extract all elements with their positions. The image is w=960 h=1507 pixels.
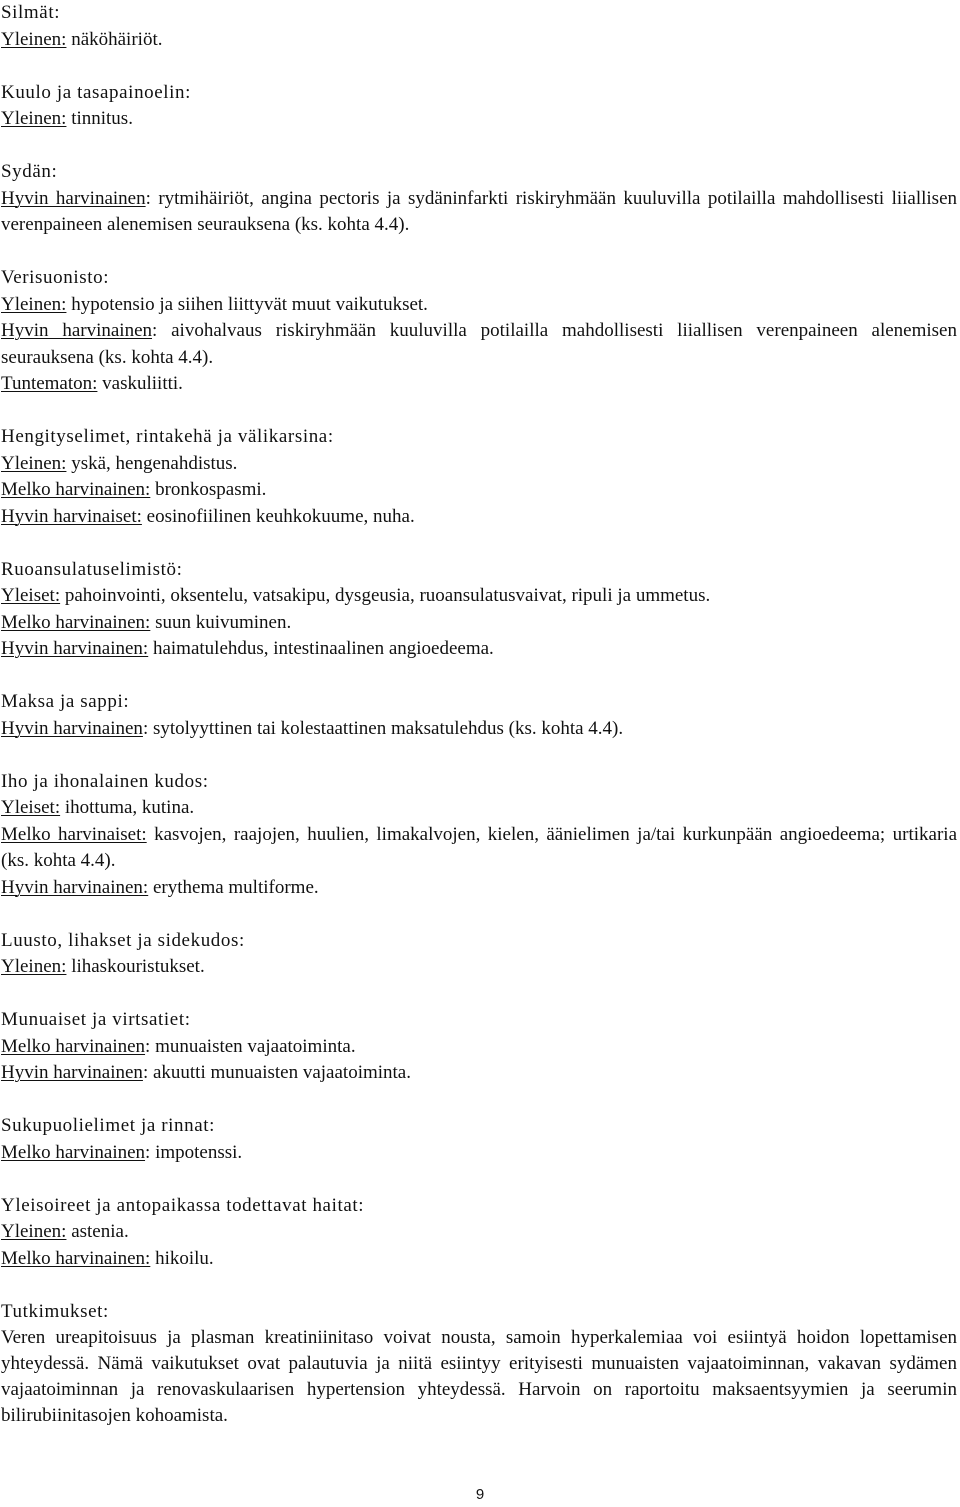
section-block [1, 424, 957, 530]
section-block [1, 689, 957, 742]
entry-text: haimatulehdus, intestinaalinen angioedeema. [152, 638, 494, 659]
frequency-label: Melko harvinainen: [1, 1247, 151, 1269]
entry-text: sytolyyttinen tai kolestaattinen maksatulehdus (ks. kohta 4.4). [152, 717, 624, 739]
section-block [1, 1193, 957, 1273]
frequency-label: Yleinen: [1, 293, 67, 315]
section-heading: Silmät: [1, 2, 61, 23]
frequency-label: Yleinen: [1, 28, 67, 50]
frequency-entry [1, 1246, 957, 1273]
entry-text: akuutti munuaisten vajaatoiminta. [152, 1062, 411, 1083]
frequency-entry [1, 636, 957, 663]
entry-text: suun kuivuminen. [155, 611, 292, 633]
section-block [1, 769, 957, 902]
section-heading: Maksa ja sappi: [1, 691, 130, 712]
entry-text: munuaisten vajaatoiminta. [155, 1035, 356, 1057]
section-heading: Ruoansulatuselimistö: [1, 558, 183, 580]
section-heading: Yleisoireet ja antopaikassa todettavat haitat: [1, 1194, 365, 1216]
frequency-entry [1, 716, 957, 743]
label-separator: : [145, 1035, 151, 1057]
frequency-label: Melko harvinainen: [1, 479, 151, 500]
frequency-label: Yleinen: [1, 452, 67, 474]
document-body [1, 0, 957, 1456]
page-number: 9 [475, 1486, 485, 1503]
section-heading: Sukupuolielimet ja rinnat: [1, 1115, 216, 1136]
entry-text: pahoinvointi, oksentelu, vatsakipu, dysgeusia, ruoansulatusvaivat, ripuli ja ummetus. [64, 585, 711, 606]
section-block [1, 928, 957, 981]
section-block [1, 159, 957, 239]
section-heading: Sydän: [1, 161, 58, 182]
frequency-label: Tuntematon: [1, 373, 98, 394]
section-heading: Luusto, lihakset ja sidekudos: [1, 929, 245, 951]
adverse-effects-sections [1, 0, 957, 1272]
frequency-entry [1, 795, 957, 822]
label-separator: : [142, 1062, 149, 1083]
entry-text: ihottuma, kutina. [64, 797, 195, 818]
frequency-entry [1, 875, 957, 902]
section-tutkimukset [1, 1299, 957, 1430]
frequency-entry [1, 1034, 957, 1061]
entry-text: erythema multiforme. [152, 876, 319, 898]
frequency-label: Yleiset: [1, 797, 61, 818]
frequency-label: Melko harvinainen: [1, 611, 151, 633]
entry-text: hikoilu. [155, 1247, 214, 1269]
frequency-label: Yleinen: [1, 956, 67, 977]
section-heading: Munuaiset ja virtsatiet: [1, 1009, 191, 1030]
entry-text: yskä, hengenahdistus. [71, 452, 238, 474]
frequency-label: Yleinen: [1, 108, 67, 129]
frequency-label: Hyvin harvinainen: [1, 876, 149, 898]
frequency-entry [1, 106, 957, 133]
frequency-label: Hyvin harvinainen [1, 717, 143, 739]
frequency-label: Yleiset: [1, 585, 61, 606]
frequency-label: Hyvin harvinaiset: [1, 505, 142, 527]
section-block [1, 1113, 957, 1166]
section-block [1, 0, 957, 53]
entry-text: näköhäiriöt. [71, 28, 163, 50]
label-separator: : [145, 187, 151, 209]
section-heading: Tutkimukset: [1, 1300, 109, 1322]
frequency-entry [1, 292, 957, 319]
frequency-entry [1, 822, 957, 875]
frequency-entry [1, 583, 957, 610]
section-block [1, 1007, 957, 1087]
frequency-entry [1, 954, 957, 981]
entry-text: astenia. [71, 1221, 129, 1242]
frequency-label: Hyvin harvinainen: [1, 638, 149, 659]
section-heading: Verisuonisto: [1, 267, 110, 288]
label-separator: : [142, 717, 149, 739]
frequency-label: Yleinen: [1, 1221, 67, 1242]
section-heading: Iho ja ihonalainen kudos: [1, 770, 209, 792]
frequency-entry [1, 371, 957, 398]
frequency-label: Melko harvinainen [1, 1141, 146, 1163]
entry-text: bronkospasmi. [155, 479, 267, 500]
frequency-entry [1, 186, 957, 239]
frequency-entry [1, 318, 957, 371]
section-block [1, 557, 957, 663]
section-paragraph: Veren ureapitoisuus ja plasman kreatiniinitaso voivat nousta, samoin hyperkalemiaa voi esiintyä hoidon lopettamisen yhteydessä. Nämä vaikutukset ovat palautuvia ja niitä esiintyy erityisesti munuaisten vajaatoiminnan, vakavan sydämen vajaatoiminnan ja renovaskulaarisen hypertension yhteydessä. Harvoin on raportoitu maksaentsyymien ja seerumin bilirubiinitasojen kohoamista. [1, 1327, 957, 1426]
entry-text: eosinofiilinen keuhkokuume, nuha. [146, 505, 415, 527]
frequency-label: Melko harvinainen [1, 1035, 146, 1057]
entry-text: tinnitus. [71, 108, 133, 129]
frequency-entry [1, 477, 957, 504]
entry-text: rytmihäiriöt, angina pectoris ja sydäninfarkti riskiryhmään kuuluvilla potilailla mahdollisesti liiallisen verenpaineen alenemisen seurauksena (ks. kohta 4.4). [1, 187, 957, 235]
section-heading: Hengityselimet, rintakehä ja välikarsina: [1, 426, 334, 447]
label-separator: : [152, 320, 158, 341]
frequency-entry [1, 27, 957, 54]
section-block [1, 265, 957, 398]
entry-text: kasvojen, raajojen, huulien, limakalvojen, kielen, äänielimen ja/tai kurkunpään angioedeema; urtikaria (ks. kohta 4.4). [1, 823, 957, 871]
frequency-entry [1, 451, 957, 478]
entry-text: lihaskouristukset. [71, 956, 205, 977]
frequency-entry [1, 504, 957, 531]
frequency-label: Hyvin harvinainen [1, 1062, 143, 1083]
section-block [1, 80, 957, 133]
entry-text: aivohalvaus riskiryhmään kuuluvilla potilailla mahdollisesti liiallisen verenpaineen alenemisen seurauksena (ks. kohta 4.4). [1, 320, 957, 368]
frequency-label: Hyvin harvinainen [1, 320, 153, 341]
frequency-entry [1, 1219, 957, 1246]
frequency-entry [1, 1060, 957, 1087]
frequency-label: Hyvin harvinainen [1, 187, 146, 209]
section-heading: Kuulo ja tasapainoelin: [1, 81, 192, 103]
frequency-entry [1, 610, 957, 637]
frequency-entry [1, 1140, 957, 1167]
frequency-label: Melko harvinaiset: [1, 823, 147, 845]
label-separator: : [145, 1141, 151, 1163]
entry-text: vaskuliitti. [102, 373, 183, 394]
entry-text: impotenssi. [155, 1141, 243, 1163]
entry-text: hypotensio ja siihen liittyvät muut vaikutukset. [71, 293, 428, 315]
